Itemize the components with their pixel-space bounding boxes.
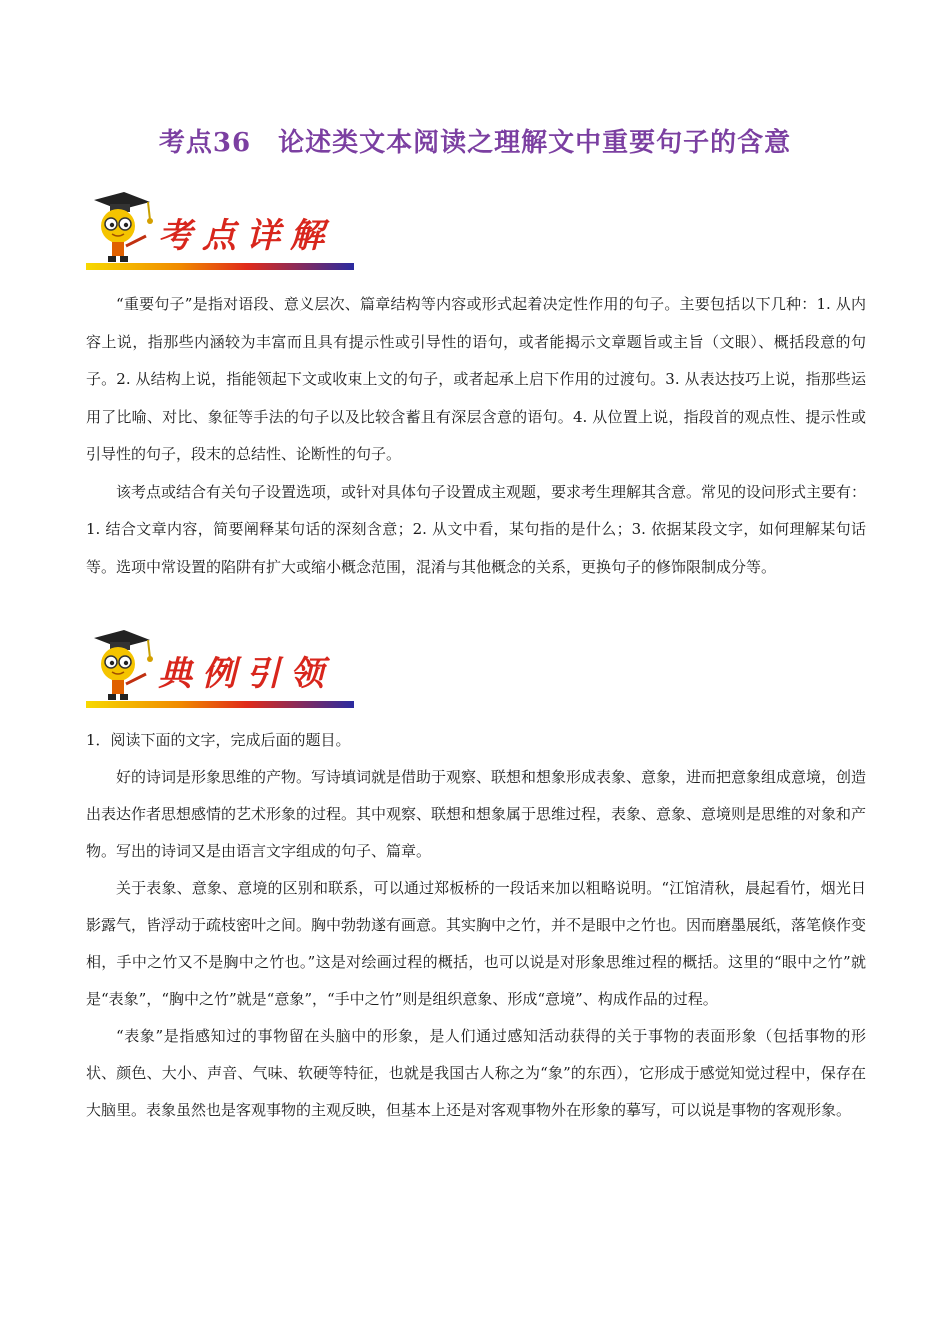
scholar-mascot-icon — [86, 190, 156, 266]
question-prompt: 1．阅读下面的文字，完成后面的题目。 — [86, 731, 351, 749]
banner-label-example: 典例引领 — [158, 654, 334, 694]
passage-paragraph: 好的诗词是形象思维的产物。写诗填词就是借助于观察、联想和想象形成表象、意象，进而把意象组成意境，创造出表达作者思想感情的艺术形象的过程。其中观察、联想和想象属于思维过程，表象、意象、意境则是思维的对象和产物。写出的诗词又是由语言文字组成的句子、篇章。 — [86, 768, 867, 860]
section-banner-example — [86, 628, 354, 708]
banner-divider — [86, 701, 354, 708]
passage-paragraph: “表象”是指感知过的事物留在头脑中的形象，是人们通过感知活动获得的关于事物的表面形象（包括事物的形状、颜色、大小、声音、气味、软硬等特征，也就是我国古人称之为“象”的东西），它形成于感觉知觉过程中，保存在大脑里。表象虽然也是客观事物的主观反映，但基本上还是对客观事物外在形象的摹写，可以说是事物的客观形象。 — [86, 1027, 866, 1119]
page-title: 考点36 论述类文本阅读之理解文中重要句子的含意 — [158, 128, 792, 158]
intro-paragraph: 该考点或结合有关句子设置选项，或针对具体句子设置成主观题，要求考生理解其含意。常见的设问形式主要有：1. 结合文章内容，简要阐释某句话的深刻含意；2. 从文中看，某句指的是什么；3. 依据某段文字，如何理解某句话等。选项中常设置的陷阱有扩大或缩小概念范围，混淆与其他概念的关系，更换句子的修饰限制成分等。 — [86, 482, 867, 576]
section-banner-detail — [86, 190, 354, 270]
passage-paragraph: 关于表象、意象、意境的区别和联系，可以通过郑板桥的一段话来加以粗略说明。“江馆清秋，晨起看竹，烟光日影露气，皆浮动于疏枝密叶之间。胸中勃勃遂有画意。其实胸中之竹，并不是眼中之竹也。因而磨墨展纸，落笔倏作变相，手中之竹又不是胸中之竹也。”这是对绘画过程的概括，也可以说是对形象思维过程的概括。这里的“眼中之竹”就是“表象”，“胸中之竹”就是“意象”，“手中之竹”则是组织意象、形成“意境”、构成作品的过程。 — [86, 879, 867, 1008]
intro-section — [86, 286, 866, 586]
example-section — [86, 722, 866, 1129]
scholar-mascot-icon — [86, 628, 156, 704]
intro-paragraph: “重要句子”是指对语段、意义层次、篇章结构等内容或形式起着决定性作用的句子。主要包括以下几种：1. 从内容上说，指那些内涵较为丰富而且具有提示性或引导性的语句，或者能揭示文章题旨或主旨（文眼）、概括段意的句子。2. 从结构上说，指能领起下文或收束上文的句子，或者起承上启下作用的过渡句。3. 从表达技巧上说，指那些运用了比喻、对比、象征等手法的句子以及比较含蓄且有深层含意的语句。4. 从位置上说，指段首的观点性、提示性或引导性的句子，段末的总结性、论断性的句子。 — [86, 295, 866, 463]
banner-label-detail: 考点详解 — [158, 216, 334, 256]
banner-divider — [86, 263, 354, 270]
